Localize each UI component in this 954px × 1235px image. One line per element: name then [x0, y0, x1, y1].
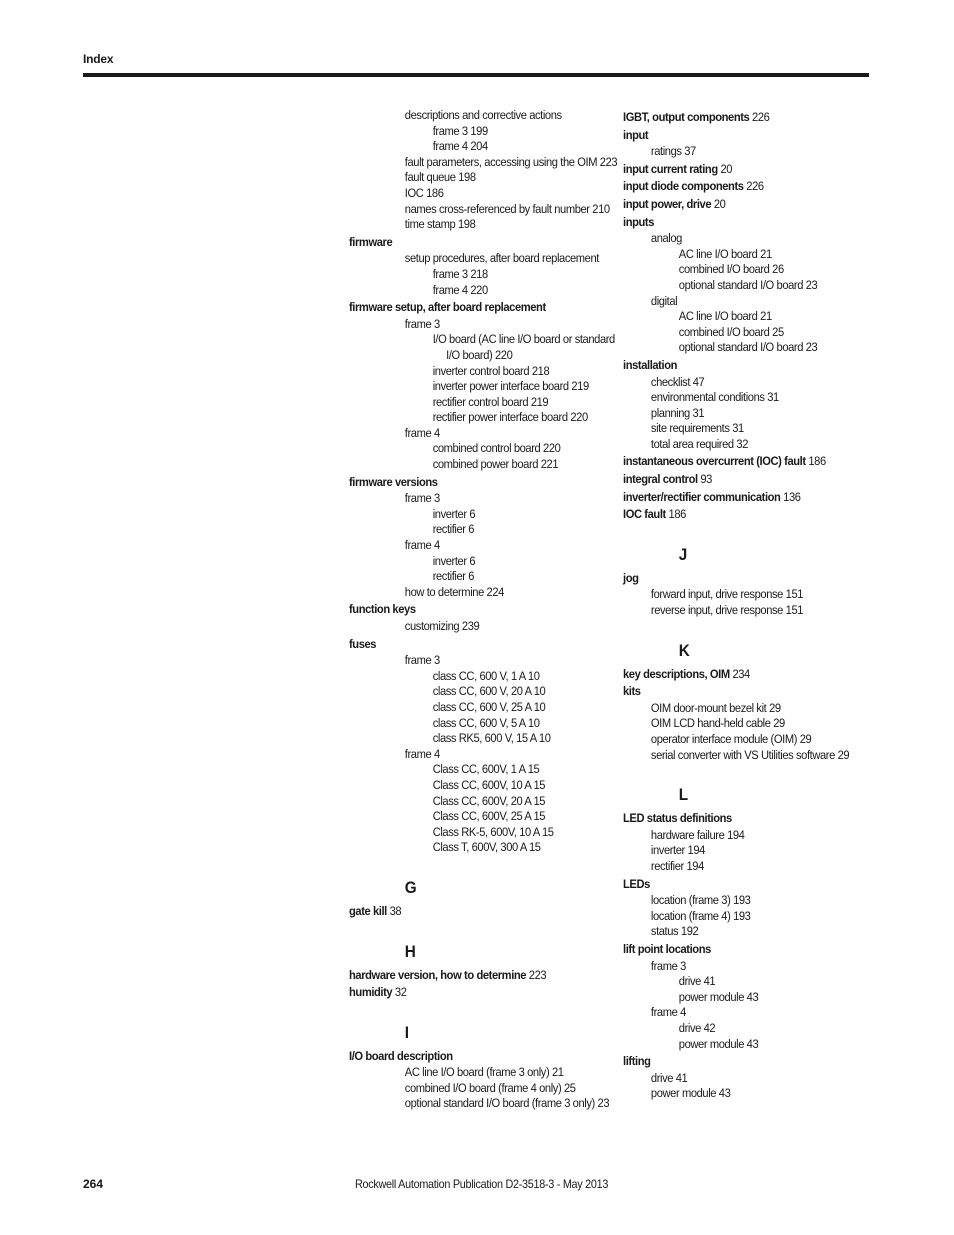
index-subentry: inverter 6 [432, 553, 476, 568]
index-subentry: frame 4 [404, 538, 440, 553]
index-subentry: location (frame 3) 193 [650, 893, 751, 908]
index-entry-term: hardware version, how to determine [349, 967, 527, 982]
index-subentry: inverter 6 [432, 506, 476, 521]
index-section-letter: G [404, 877, 417, 897]
index-subentry: OIM door-mount bezel kit 29 [650, 700, 781, 715]
index-main-entry [623, 110, 857, 126]
index-subentry: combined I/O board 26 [678, 262, 784, 277]
index-subentry: Class RK-5, 600V, 10 A 15 [432, 824, 554, 839]
index-page-ref: 93 [700, 472, 712, 487]
index-subentry: status 192 [650, 924, 699, 939]
index-subentry: AC line I/O board (frame 3 only) 21 [404, 1065, 564, 1080]
index-subentry: IOC 186 [404, 185, 444, 200]
index-main-entry [623, 179, 857, 195]
index-entry-term: IOC fault [623, 507, 666, 522]
index-main-entry [623, 1054, 857, 1070]
index-subentry: site requirements 31 [650, 421, 744, 436]
index-page-ref: 186 [668, 507, 686, 522]
index-main-entry [349, 602, 588, 618]
index-subentry: reverse input, drive response 151 [650, 603, 804, 618]
publication-info: Rockwell Automation Publication D2-3518-3 - May 2013 [355, 1177, 609, 1191]
index-main-entry [349, 985, 588, 1001]
index-subentry: frame 3 [404, 491, 440, 506]
index-subentry: checklist 47 [650, 374, 705, 389]
index-subentry: frame 3 218 [432, 266, 488, 281]
index-subentry: AC line I/O board 21 [678, 309, 772, 324]
index-main-entry [623, 684, 857, 700]
index-page-ref: 234 [732, 666, 750, 681]
page-number: 264 [83, 1177, 104, 1191]
index-entry-term: humidity [349, 985, 393, 1000]
index-main-entry [349, 300, 588, 316]
index-main-entry [623, 162, 857, 178]
index-entry-term: lift point locations [623, 941, 711, 956]
index-page-ref: 226 [752, 110, 770, 124]
index-main-entry [349, 968, 588, 984]
index-entry-term: function keys [349, 602, 416, 617]
index-subentry: Class CC, 600V, 1 A 15 [432, 762, 540, 777]
index-subentry: fault queue 198 [404, 170, 476, 185]
index-page-ref: 32 [394, 985, 407, 1000]
index-main-entry [623, 507, 857, 523]
index-subentry: Class CC, 600V, 25 A 15 [432, 809, 546, 824]
index-page-ref: 136 [783, 489, 801, 504]
index-entry-term: lifting [623, 1054, 651, 1069]
index-column-right [623, 108, 883, 1102]
index-page-ref: 186 [808, 454, 826, 469]
index-section-letter: J [678, 544, 688, 564]
index-subentry: analog [650, 231, 682, 246]
index-subentry: power module 43 [678, 989, 759, 1004]
index-entry-term: fuses [349, 636, 377, 651]
index-main-entry [623, 454, 857, 470]
index-subentry: inverter control board 218 [432, 363, 550, 378]
index-main-entry [623, 811, 857, 827]
index-main-entry [623, 215, 857, 231]
index-subentry: frame 4 204 [432, 139, 488, 154]
index-subentry: frame 3 [404, 653, 440, 668]
index-subentry: I/O board) 220 [432, 347, 513, 362]
index-subentry: combined power board 221 [432, 457, 559, 472]
running-header: Index [83, 52, 114, 66]
index-main-entry [349, 475, 588, 491]
index-entry-term: input current rating [623, 161, 718, 176]
index-subentry: frame 3 199 [432, 123, 488, 138]
index-main-entry [623, 490, 857, 506]
index-entry-term: instantaneous overcurrent (IOC) fault [623, 454, 806, 469]
index-subentry: optional standard I/O board 23 [678, 277, 818, 292]
index-entry-term: firmware versions [349, 474, 438, 489]
index-main-entry [623, 667, 857, 683]
index-subentry: inverter 194 [650, 843, 705, 858]
index-subentry: Class T, 600V, 300 A 15 [432, 840, 541, 855]
index-subentry: rectifier power interface board 220 [432, 410, 588, 425]
index-section-letter: K [678, 640, 690, 660]
index-subentry: combined control board 220 [432, 441, 561, 456]
index-subentry: time stamp 198 [404, 217, 476, 232]
index-subentry: fault parameters, accessing using the OIM 223 [404, 154, 618, 169]
index-subentry: optional standard I/O board (frame 3 only) 23 [404, 1096, 610, 1111]
index-subentry: customizing 239 [404, 619, 480, 633]
index-section-letter: I [404, 1022, 410, 1042]
index-entry-term: installation [623, 357, 678, 372]
index-subentry: ratings 37 [650, 144, 696, 159]
index-entry-term: I/O board description [349, 1048, 453, 1063]
index-page-ref: 20 [713, 196, 726, 211]
index-subentry: OIM LCD hand-held cable 29 [650, 716, 785, 731]
index-subentry: class CC, 600 V, 25 A 10 [432, 699, 546, 714]
index-main-entry [623, 358, 857, 374]
index-subentry: inverter power interface board 219 [432, 379, 589, 394]
index-main-entry [349, 235, 588, 251]
index-subentry: Class CC, 600V, 20 A 15 [432, 793, 546, 808]
index-subentry: rectifier control board 219 [432, 394, 549, 409]
index-subentry: class CC, 600 V, 20 A 10 [432, 684, 546, 699]
index-entry-term: gate kill [349, 903, 387, 918]
index-subentry: location (frame 4) 193 [650, 908, 751, 923]
index-entry-term: firmware [349, 234, 393, 249]
index-column-left [349, 108, 618, 1112]
index-subentry: descriptions and corrective actions [404, 108, 562, 122]
index-subentry: total area required 32 [650, 436, 749, 451]
index-subentry: frame 3 [404, 316, 440, 331]
index-subentry: setup procedures, after board replacement [404, 251, 599, 266]
index-subentry: drive 41 [678, 974, 716, 989]
index-main-entry [623, 942, 857, 958]
index-subentry: rectifier 6 [432, 569, 475, 584]
index-subentry: combined I/O board (frame 4 only) 25 [404, 1080, 576, 1095]
index-entry-term: inputs [623, 214, 655, 229]
index-page-ref: 226 [746, 179, 764, 194]
index-entry-term: LED status definitions [623, 811, 732, 826]
index-subentry: hardware failure 194 [650, 827, 745, 842]
index-main-entry [623, 877, 857, 893]
index-entry-term: IGBT, output components [623, 110, 750, 124]
index-main-entry [623, 472, 857, 488]
index-section-letter: L [678, 785, 689, 805]
index-subentry: forward input, drive response 151 [650, 587, 804, 602]
index-entry-term: input power, drive [623, 196, 712, 211]
index-page-ref: 38 [389, 903, 402, 918]
index-subentry: serial converter with VS Utilities software 29 [650, 747, 850, 762]
index-subentry: class RK5, 600 V, 15 A 10 [432, 731, 551, 746]
index-main-entry [623, 128, 857, 144]
index-subentry: power module 43 [650, 1086, 731, 1101]
index-subentry: I/O board (AC line I/O board or standard [432, 332, 615, 347]
index-subentry: AC line I/O board 21 [678, 246, 772, 261]
index-main-entry [349, 637, 588, 653]
index-subentry: environmental conditions 31 [650, 390, 779, 405]
index-subentry: frame 4 [404, 425, 440, 440]
index-entry-term: key descriptions, OIM [623, 666, 730, 681]
index-page-ref: 20 [720, 161, 733, 176]
index-subentry: frame 4 [650, 1005, 686, 1020]
index-subentry: how to determine 224 [404, 584, 504, 599]
index-main-entry [623, 571, 857, 587]
index-entry-term: input [623, 127, 649, 142]
index-entry-term: kits [623, 684, 641, 699]
index-subentry: Class CC, 600V, 10 A 15 [432, 777, 546, 792]
index-subentry: frame 4 220 [432, 282, 488, 297]
index-subentry: combined I/O board 25 [678, 324, 784, 339]
index-main-entry [349, 1049, 588, 1065]
index-entry-term: input diode components [623, 179, 744, 194]
index-subentry: frame 3 [650, 958, 686, 973]
index-subentry: digital [650, 293, 678, 308]
index-entry-term: inverter/rectifier communication [623, 489, 781, 504]
index-section-letter: H [404, 941, 416, 961]
index-subentry: planning 31 [650, 405, 705, 420]
index-subentry: drive 41 [650, 1070, 688, 1085]
index-entry-term: LEDs [623, 876, 650, 891]
index-subentry: optional standard I/O board 23 [678, 340, 818, 355]
index-main-entry [349, 904, 588, 920]
index-subentry: class CC, 600 V, 1 A 10 [432, 668, 540, 683]
index-subentry: class CC, 600 V, 5 A 10 [432, 715, 540, 730]
index-main-entry [623, 197, 857, 213]
index-subentry: rectifier 6 [432, 522, 475, 537]
header-rule [83, 73, 869, 77]
index-subentry: drive 42 [678, 1020, 716, 1035]
index-subentry: rectifier 194 [650, 858, 704, 873]
index-subentry: frame 4 [404, 746, 440, 761]
index-entry-term: integral control [623, 472, 698, 487]
index-subentry: operator interface module (OIM) 29 [650, 732, 812, 746]
index-entry-term: jog [623, 570, 639, 585]
index-subentry: names cross-referenced by fault number 210 [404, 201, 610, 216]
index-subentry: power module 43 [678, 1036, 759, 1051]
index-page-ref: 223 [528, 967, 547, 982]
index-entry-term: firmware setup, after board replacement [349, 300, 546, 315]
